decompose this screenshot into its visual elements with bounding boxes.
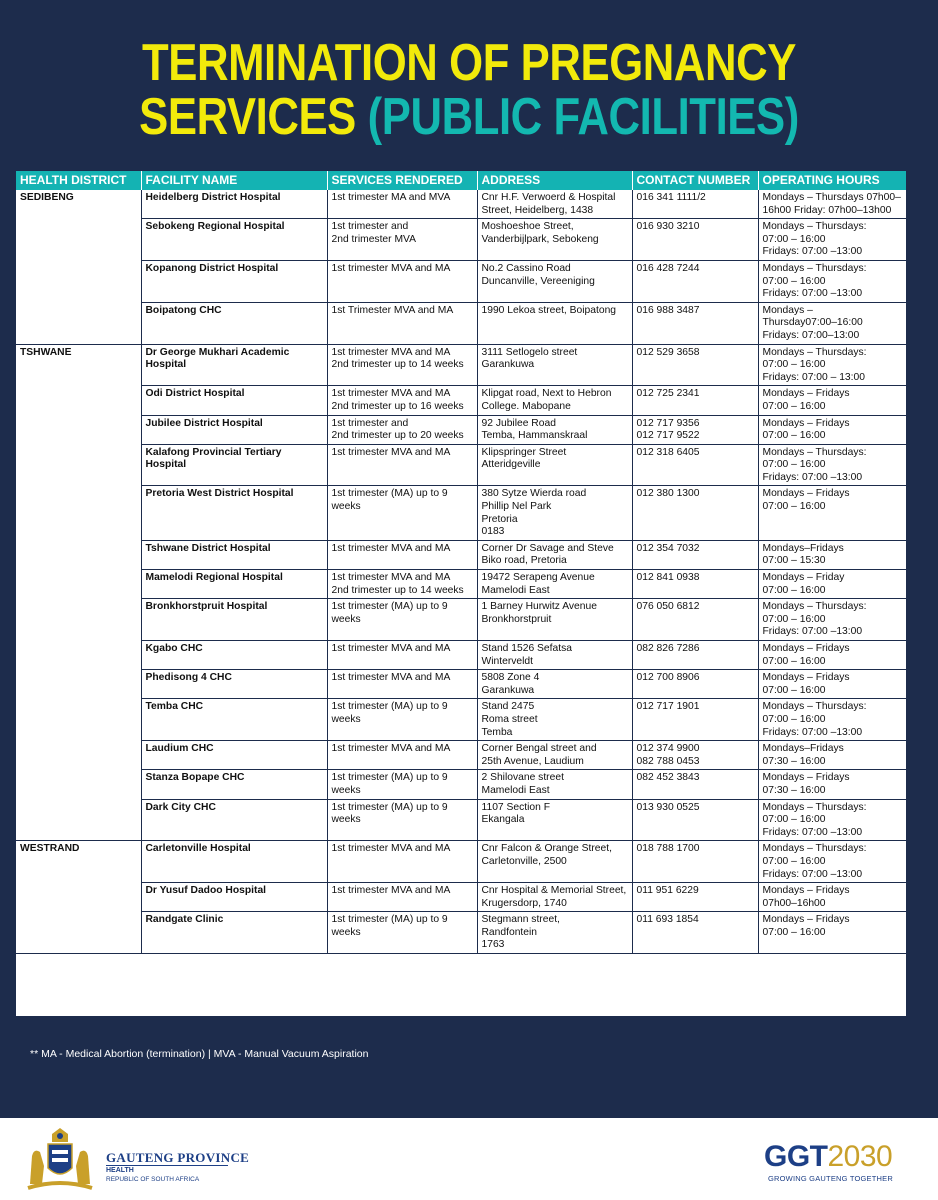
address-cell: Klipspringer Street Atteridgeville bbox=[477, 444, 632, 486]
header-operating-hours: OPERATING HOURS bbox=[758, 171, 906, 190]
district-cell bbox=[16, 641, 141, 670]
hours-cell: Mondays – Fridays 07h00–16h00 bbox=[758, 883, 906, 912]
table-row bbox=[16, 344, 906, 386]
facility-cell: Randgate Clinic bbox=[141, 912, 327, 954]
services-cell: 1st trimester and 2nd trimester MVA bbox=[327, 219, 477, 261]
district-cell bbox=[16, 219, 141, 261]
title-line-2-services: SERVICES bbox=[139, 88, 356, 146]
facility-cell: Mamelodi Regional Hospital bbox=[141, 570, 327, 599]
contact-cell: 012 374 9900 082 788 0453 bbox=[632, 741, 758, 770]
address-cell: Corner Dr Savage and Steve Biko road, Pretoria bbox=[477, 540, 632, 569]
health-label: HEALTH bbox=[106, 1167, 134, 1174]
address-cell: 380 Sytze Wierda road Phillip Nel Park Pretoria 0183 bbox=[477, 486, 632, 540]
page-title bbox=[75, 36, 863, 144]
address-cell: 92 Jubilee Road Temba, Hammanskraal bbox=[477, 415, 632, 444]
hours-cell: Mondays – Thursdays: 07:00 – 16:00 Fridays: 07:00 – 13:00 bbox=[758, 344, 906, 386]
table-row bbox=[16, 883, 906, 912]
services-cell: 1st trimester (MA) up to 9 weeks bbox=[327, 486, 477, 540]
table-row bbox=[16, 699, 906, 741]
hours-cell: Mondays – Thursdays: 07:00 – 16:00 Fridays: 07:00 –13:00 bbox=[758, 841, 906, 883]
facility-cell: Dark City CHC bbox=[141, 799, 327, 841]
title-line-2-public-facilities: (PUBLIC FACILITIES) bbox=[367, 88, 799, 146]
header-health-district: HEALTH DISTRICT bbox=[16, 171, 141, 190]
services-cell: 1st Trimester MVA and MA bbox=[327, 302, 477, 344]
table-row bbox=[16, 190, 906, 219]
table-row bbox=[16, 486, 906, 540]
address-cell: Stand 2475 Roma street Temba bbox=[477, 699, 632, 741]
address-cell: Cnr H.F. Verwoerd & Hospital Street, Heidelberg, 1438 bbox=[477, 190, 632, 219]
services-cell: 1st trimester MVA and MA bbox=[327, 670, 477, 699]
table-row bbox=[16, 570, 906, 599]
hours-cell: Mondays – Fridays 07:00 – 16:00 bbox=[758, 670, 906, 699]
district-cell: SEDIBENG bbox=[16, 190, 141, 219]
table-row bbox=[16, 799, 906, 841]
hours-cell: Mondays – Thursdays: 07:00 – 16:00 Fridays: 07:00 –13:00 bbox=[758, 219, 906, 261]
title-line-2 bbox=[139, 88, 799, 146]
country-label: REPUBLIC OF SOUTH AFRICA bbox=[106, 1176, 200, 1183]
contact-cell: 012 318 6405 bbox=[632, 444, 758, 486]
address-cell: 2 Shilovane street Mamelodi East bbox=[477, 770, 632, 799]
hours-cell: Mondays – Fridays 07:00 – 16:00 bbox=[758, 486, 906, 540]
services-cell: 1st trimester MVA and MA 2nd trimester up to 14 weeks bbox=[327, 344, 477, 386]
table-row bbox=[16, 444, 906, 486]
facilities-table bbox=[16, 171, 906, 954]
services-cell: 1st trimester (MA) up to 9 weeks bbox=[327, 599, 477, 641]
services-cell: 1st trimester and 2nd trimester up to 20 weeks bbox=[327, 415, 477, 444]
district-cell bbox=[16, 799, 141, 841]
header-services-rendered: SERVICES RENDERED bbox=[327, 171, 477, 190]
hours-cell: Mondays – Thursdays: 07:00 – 16:00 Fridays: 07:00 –13:00 bbox=[758, 799, 906, 841]
facility-cell: Kgabo CHC bbox=[141, 641, 327, 670]
contact-cell: 012 380 1300 bbox=[632, 486, 758, 540]
facility-cell: Heidelberg District Hospital bbox=[141, 190, 327, 219]
facility-cell: Odi District Hospital bbox=[141, 386, 327, 415]
district-cell bbox=[16, 599, 141, 641]
district-cell bbox=[16, 486, 141, 540]
hours-cell: Mondays – Thursdays: 07:00 – 16:00 Fridays: 07:00 –13:00 bbox=[758, 444, 906, 486]
table-row bbox=[16, 599, 906, 641]
title-line-1: TERMINATION OF PREGNANCY bbox=[141, 34, 797, 92]
hours-cell: Mondays–Fridays 07:00 – 15:30 bbox=[758, 540, 906, 569]
address-cell: 1107 Section F Ekangala bbox=[477, 799, 632, 841]
services-cell: 1st trimester (MA) up to 9 weeks bbox=[327, 770, 477, 799]
header-address: ADDRESS bbox=[477, 171, 632, 190]
district-cell bbox=[16, 386, 141, 415]
services-cell: 1st trimester MVA and MA bbox=[327, 841, 477, 883]
address-cell: 3111 Setlogelo street Garankuwa bbox=[477, 344, 632, 386]
facility-cell: Kalafong Provincial Tertiary Hospital bbox=[141, 444, 327, 486]
facility-cell: Sebokeng Regional Hospital bbox=[141, 219, 327, 261]
contact-cell: 012 529 3658 bbox=[632, 344, 758, 386]
facility-cell: Boipatong CHC bbox=[141, 302, 327, 344]
district-cell bbox=[16, 670, 141, 699]
table-row bbox=[16, 302, 906, 344]
contact-cell: 011 693 1854 bbox=[632, 912, 758, 954]
services-cell: 1st trimester MVA and MA bbox=[327, 883, 477, 912]
services-cell: 1st trimester MVA and MA bbox=[327, 741, 477, 770]
contact-cell: 011 951 6229 bbox=[632, 883, 758, 912]
table-header-row bbox=[16, 171, 906, 190]
contact-cell: 012 725 2341 bbox=[632, 386, 758, 415]
hours-cell: Mondays – Fridays 07:00 – 16:00 bbox=[758, 386, 906, 415]
contact-cell: 012 354 7032 bbox=[632, 540, 758, 569]
hours-cell: Mondays – Thursdays: 07:00 – 16:00 Fridays: 07:00 –13:00 bbox=[758, 260, 906, 302]
gauteng-coat-of-arms-icon bbox=[22, 1126, 98, 1194]
address-cell: Stand 1526 Sefatsa Winterveldt bbox=[477, 641, 632, 670]
contact-cell: 016 930 3210 bbox=[632, 219, 758, 261]
header-contact-number: CONTACT NUMBER bbox=[632, 171, 758, 190]
table-row bbox=[16, 770, 906, 799]
services-cell: 1st trimester MVA and MA 2nd trimester up to 16 weeks bbox=[327, 386, 477, 415]
hours-cell: Mondays – Fridays 07:00 – 16:00 bbox=[758, 415, 906, 444]
facility-cell: Pretoria West District Hospital bbox=[141, 486, 327, 540]
table-row bbox=[16, 670, 906, 699]
district-cell bbox=[16, 415, 141, 444]
address-cell: Stegmann street, Randfontein 1763 bbox=[477, 912, 632, 954]
hours-cell: Mondays – Thursdays: 07:00 – 16:00 Fridays: 07:00 –13:00 bbox=[758, 599, 906, 641]
table-row bbox=[16, 540, 906, 569]
facility-cell: Temba CHC bbox=[141, 699, 327, 741]
footer-bar bbox=[0, 1118, 938, 1200]
ggt2030-logo bbox=[764, 1140, 892, 1174]
province-name: GAUTENG PROVINCE bbox=[106, 1150, 250, 1165]
table-row bbox=[16, 219, 906, 261]
hours-cell: Mondays – Thursdays 07h00–16h00 Friday: 07h00–13h00 bbox=[758, 190, 906, 219]
ggt-tagline: GROWING GAUTENG TOGETHER bbox=[768, 1174, 893, 1183]
contact-cell: 012 841 0938 bbox=[632, 570, 758, 599]
table-body bbox=[16, 190, 906, 954]
facility-cell: Laudium CHC bbox=[141, 741, 327, 770]
district-cell bbox=[16, 540, 141, 569]
services-cell: 1st trimester (MA) up to 9 weeks bbox=[327, 912, 477, 954]
hours-cell: Mondays – Fridays 07:00 – 16:00 bbox=[758, 912, 906, 954]
table-row bbox=[16, 841, 906, 883]
address-cell: Cnr Falcon & Orange Street, Carletonville, 2500 bbox=[477, 841, 632, 883]
facilities-table-container bbox=[16, 171, 906, 1016]
services-cell: 1st trimester MVA and MA bbox=[327, 540, 477, 569]
services-cell: 1st trimester MA and MVA bbox=[327, 190, 477, 219]
district-cell bbox=[16, 912, 141, 954]
hours-cell: Mondays–Fridays 07:30 – 16:00 bbox=[758, 741, 906, 770]
province-divider bbox=[106, 1165, 228, 1166]
contact-cell: 082 452 3843 bbox=[632, 770, 758, 799]
address-cell: Cnr Hospital & Memorial Street, Krugersdorp, 1740 bbox=[477, 883, 632, 912]
abbreviation-footnote: ** MA - Medical Abortion (termination) | MVA - Manual Vacuum Aspiration bbox=[30, 1048, 369, 1060]
contact-cell: 012 717 9356 012 717 9522 bbox=[632, 415, 758, 444]
contact-cell: 016 988 3487 bbox=[632, 302, 758, 344]
address-cell: Klipgat road, Next to Hebron College. Mabopane bbox=[477, 386, 632, 415]
services-cell: 1st trimester MVA and MA bbox=[327, 641, 477, 670]
table-row bbox=[16, 741, 906, 770]
facility-cell: Dr George Mukhari Academic Hospital bbox=[141, 344, 327, 386]
district-cell bbox=[16, 770, 141, 799]
address-cell: 19472 Serapeng Avenue Mamelodi East bbox=[477, 570, 632, 599]
contact-cell: 016 341 1111/2 bbox=[632, 190, 758, 219]
ggt-year: 2030 bbox=[827, 1140, 893, 1173]
facility-cell: Dr Yusuf Dadoo Hospital bbox=[141, 883, 327, 912]
table-row bbox=[16, 260, 906, 302]
district-cell: TSHWANE bbox=[16, 344, 141, 386]
contact-cell: 016 428 7244 bbox=[632, 260, 758, 302]
table-row bbox=[16, 386, 906, 415]
district-cell bbox=[16, 699, 141, 741]
contact-cell: 082 826 7286 bbox=[632, 641, 758, 670]
district-cell bbox=[16, 741, 141, 770]
contact-cell: 012 700 8906 bbox=[632, 670, 758, 699]
address-cell: 1 Barney Hurwitz Avenue Bronkhorstpruit bbox=[477, 599, 632, 641]
hours-cell: Mondays – Fridays 07:30 – 16:00 bbox=[758, 770, 906, 799]
hours-cell: Mondays – Thursday07:00–16:00 Fridays: 07:00–13:00 bbox=[758, 302, 906, 344]
district-cell bbox=[16, 260, 141, 302]
address-cell: 5808 Zone 4 Garankuwa bbox=[477, 670, 632, 699]
services-cell: 1st trimester MVA and MA 2nd trimester up to 14 weeks bbox=[327, 570, 477, 599]
contact-cell: 012 717 1901 bbox=[632, 699, 758, 741]
services-cell: 1st trimester (MA) up to 9 weeks bbox=[327, 699, 477, 741]
address-cell: 1990 Lekoa street, Boipatong bbox=[477, 302, 632, 344]
district-cell bbox=[16, 302, 141, 344]
facility-cell: Tshwane District Hospital bbox=[141, 540, 327, 569]
table-row bbox=[16, 415, 906, 444]
district-cell: WESTRAND bbox=[16, 841, 141, 883]
facility-cell: Phedisong 4 CHC bbox=[141, 670, 327, 699]
facility-cell: Carletonville Hospital bbox=[141, 841, 327, 883]
address-cell: Corner Bengal street and 25th Avenue, Laudium bbox=[477, 741, 632, 770]
address-cell: No.2 Cassino Road Duncanville, Vereeniging bbox=[477, 260, 632, 302]
header-facility-name: FACILITY NAME bbox=[141, 171, 327, 190]
contact-cell: 018 788 1700 bbox=[632, 841, 758, 883]
facility-cell: Bronkhorstpruit Hospital bbox=[141, 599, 327, 641]
services-cell: 1st trimester MVA and MA bbox=[327, 444, 477, 486]
services-cell: 1st trimester MVA and MA bbox=[327, 260, 477, 302]
district-cell bbox=[16, 570, 141, 599]
address-cell: Moshoeshoe Street, Vanderbijlpark, Sebokeng bbox=[477, 219, 632, 261]
table-row bbox=[16, 641, 906, 670]
hours-cell: Mondays – Friday 07:00 – 16:00 bbox=[758, 570, 906, 599]
table-row bbox=[16, 912, 906, 954]
district-cell bbox=[16, 883, 141, 912]
facility-cell: Kopanong District Hospital bbox=[141, 260, 327, 302]
facility-cell: Jubilee District Hospital bbox=[141, 415, 327, 444]
services-cell: 1st trimester (MA) up to 9 weeks bbox=[327, 799, 477, 841]
ggt-prefix: GGT bbox=[764, 1140, 828, 1173]
contact-cell: 013 930 0525 bbox=[632, 799, 758, 841]
hours-cell: Mondays – Fridays 07:00 – 16:00 bbox=[758, 641, 906, 670]
district-cell bbox=[16, 444, 141, 486]
facility-cell: Stanza Bopape CHC bbox=[141, 770, 327, 799]
hours-cell: Mondays – Thursdays: 07:00 – 16:00 Fridays: 07:00 –13:00 bbox=[758, 699, 906, 741]
contact-cell: 076 050 6812 bbox=[632, 599, 758, 641]
